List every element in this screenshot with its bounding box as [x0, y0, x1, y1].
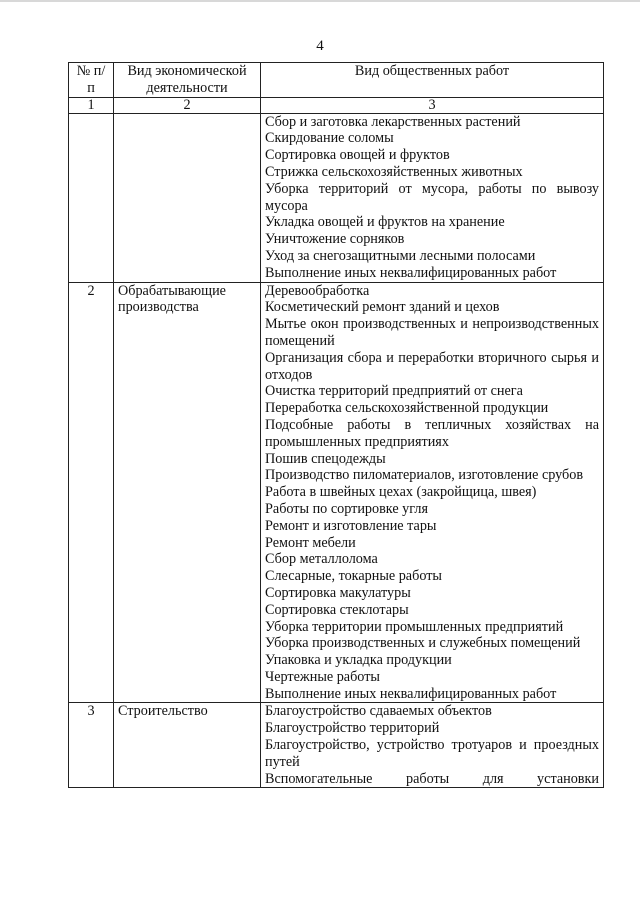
work-item: Пошив спецодежды: [265, 450, 386, 467]
work-item: Вспомогательные работы для установки: [265, 770, 599, 787]
work-item: Сортировка макулатуры: [265, 584, 411, 601]
work-item: Деревообработка: [265, 282, 370, 299]
work-item: Ремонт мебели: [265, 534, 356, 551]
row-works: [261, 703, 604, 788]
work-item: Упаковка и укладка продукции: [265, 652, 452, 669]
work-item: Работа в швейных цехах (закройщица, швея): [265, 484, 537, 501]
column-numbers-row: [69, 97, 604, 113]
row-works: [261, 113, 604, 282]
work-item: Благоустройство территорий: [265, 720, 440, 737]
row-works: [261, 282, 604, 703]
work-item: Производство пиломатериалов, изготовление срубов: [265, 467, 584, 484]
work-item: Очистка территорий предприятий от снега: [265, 383, 523, 400]
work-item: Подсобные работы в тепличных хозяйствах на промышленных предприятиях: [265, 416, 599, 450]
work-item: Работы по сортировке угля: [265, 500, 428, 517]
work-item: Переработка сельскохозяйственной продукции: [265, 400, 549, 417]
work-item: Организация сбора и переработки вторичного сырья и отходов: [265, 349, 599, 383]
header-works: Вид общественных работ: [261, 63, 604, 98]
table-row: [69, 282, 604, 703]
table-header-row: [69, 63, 604, 98]
work-item: Уборка производственных и служебных помещений: [265, 635, 581, 652]
public-works-table: [68, 62, 604, 788]
header-activity: Вид экономической деятельности: [114, 63, 261, 98]
row-activity: [114, 113, 261, 282]
work-item: Выполнение иных неквалифицированных работ: [265, 685, 557, 702]
table-row: [69, 113, 604, 282]
work-item: Чертежные работы: [265, 668, 380, 685]
work-item: Выполнение иных неквалифицированных работ: [265, 264, 557, 281]
work-item: Сортировка стеклотары: [265, 601, 409, 618]
column-number-3: 3: [261, 97, 604, 113]
work-item: Стрижка сельскохозяйственных животных: [265, 163, 523, 180]
work-item: Уборка территорий от мусора, работы по вывозу мусора: [265, 180, 599, 214]
row-activity: Обрабатывающие производства: [114, 282, 261, 703]
column-number-2: 2: [114, 97, 261, 113]
work-item: Слесарные, токарные работы: [265, 568, 442, 585]
page-number: 4: [316, 38, 324, 54]
work-item: Благоустройство, устройство тротуаров и проездных путей: [265, 737, 599, 770]
work-item: Уборка территории промышленных предприятий: [265, 618, 564, 635]
scan-top-edge: [0, 0, 640, 2]
work-item: Сортировка овощей и фруктов: [265, 147, 450, 164]
work-item: Мытье окон производственных и непроизводственных помещений: [265, 316, 599, 349]
row-number: 2: [69, 282, 114, 703]
row-number: [69, 113, 114, 282]
work-item: Укладка овощей и фруктов на хранение: [265, 214, 505, 231]
row-activity: Строительство: [114, 703, 261, 788]
work-item: Скирдование соломы: [265, 130, 394, 147]
work-item: Косметический ремонт зданий и цехов: [265, 299, 500, 316]
table-row: [69, 703, 604, 788]
work-item: Благоустройство сдаваемых объектов: [265, 703, 492, 720]
column-number-1: 1: [69, 97, 114, 113]
work-item: Уход за снегозащитными лесными полосами: [265, 247, 536, 264]
row-number: 3: [69, 703, 114, 788]
work-item: Сбор и заготовка лекарственных растений: [265, 113, 521, 130]
work-item: Ремонт и изготовление тары: [265, 517, 437, 534]
header-number: № п/п: [69, 63, 114, 98]
work-item: Уничтожение сорняков: [265, 231, 405, 248]
work-item: Сбор металлолома: [265, 551, 378, 568]
